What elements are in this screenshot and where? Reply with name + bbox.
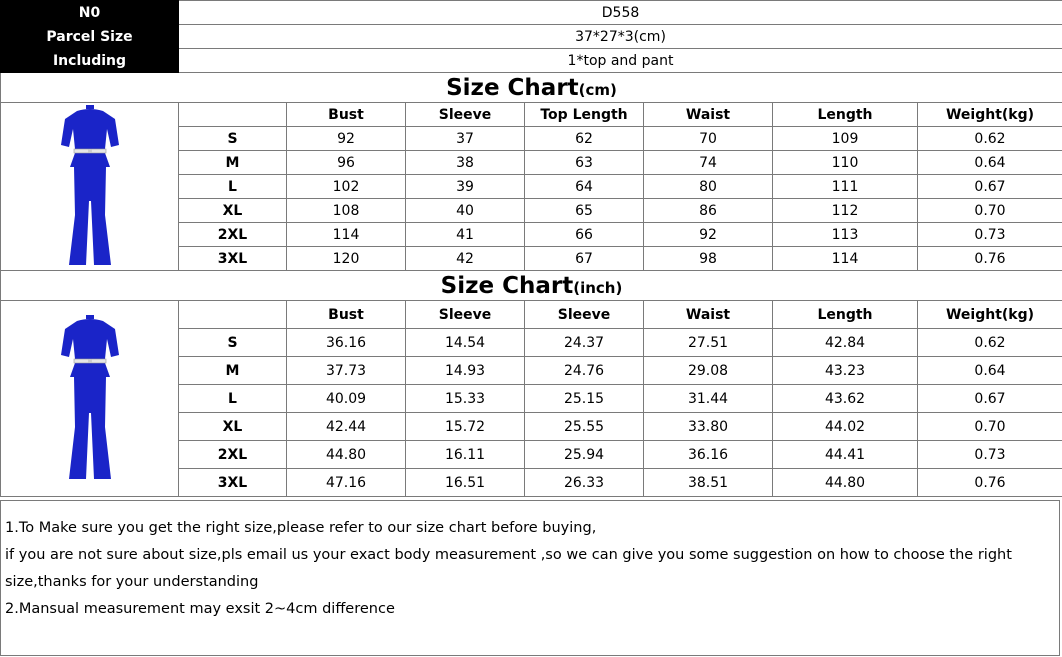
cm-header-bust: Bust: [287, 103, 406, 127]
inch-header-sleeve-2: Sleeve: [525, 301, 644, 329]
note-line-3: size,thanks for your understanding: [5, 574, 259, 590]
inch-cell: 42.84: [773, 329, 918, 357]
cm-cell: 92: [287, 127, 406, 151]
inch-cell: 15.33: [406, 385, 525, 413]
inch-cell: 15.72: [406, 413, 525, 441]
cm-cell: 0.64: [918, 151, 1062, 175]
inch-cell: 26.33: [525, 469, 644, 497]
cm-cell: 113: [773, 223, 918, 247]
cm-header-waist: Waist: [644, 103, 773, 127]
cm-cell: 92: [644, 223, 773, 247]
inch-cell: 43.62: [773, 385, 918, 413]
cm-size-label: S: [179, 127, 287, 151]
inch-size-label: M: [179, 357, 287, 385]
cm-cell: 0.62: [918, 127, 1062, 151]
info-value-no: D558: [179, 1, 1062, 25]
cm-header-length: Length: [773, 103, 918, 127]
cm-cell: 111: [773, 175, 918, 199]
cm-chart-unit: (cm): [578, 80, 617, 99]
cm-cell: 80: [644, 175, 773, 199]
inch-cell: 14.93: [406, 357, 525, 385]
cm-cell: 64: [525, 175, 644, 199]
inch-header-weight: Weight(kg): [918, 301, 1062, 329]
inch-cell: 25.55: [525, 413, 644, 441]
info-label-no: N0: [1, 1, 179, 25]
cm-cell: 41: [406, 223, 525, 247]
cm-chart-title: [1, 73, 1062, 103]
inch-cell: 25.94: [525, 441, 644, 469]
inch-cell: 0.64: [918, 357, 1062, 385]
inch-cell: 14.54: [406, 329, 525, 357]
cm-cell: 109: [773, 127, 918, 151]
inch-header-bust: Bust: [287, 301, 406, 329]
inch-cell: 25.15: [525, 385, 644, 413]
cm-cell: 39: [406, 175, 525, 199]
cm-cell: 66: [525, 223, 644, 247]
cm-size-label: M: [179, 151, 287, 175]
cm-cell: 37: [406, 127, 525, 151]
inch-cell: 44.80: [773, 469, 918, 497]
inch-header-size: [179, 301, 287, 329]
product-image-inch: [1, 301, 179, 497]
inch-chart-title-text: Size Chart: [440, 272, 574, 299]
cm-cell: 114: [773, 247, 918, 271]
inch-cell: 40.09: [287, 385, 406, 413]
cm-size-label: 3XL: [179, 247, 287, 271]
inch-header-waist: Waist: [644, 301, 773, 329]
cm-header-sleeve: Sleeve: [406, 103, 525, 127]
inch-cell: 27.51: [644, 329, 773, 357]
inch-size-chart: [1, 271, 1062, 497]
cm-cell: 62: [525, 127, 644, 151]
cm-cell: 0.67: [918, 175, 1062, 199]
cm-size-chart: [1, 73, 1062, 271]
inch-size-label: S: [179, 329, 287, 357]
inch-chart-title: [1, 271, 1062, 301]
inch-cell: 43.23: [773, 357, 918, 385]
inch-size-label: 2XL: [179, 441, 287, 469]
inch-cell: 24.37: [525, 329, 644, 357]
inch-cell: 0.70: [918, 413, 1062, 441]
product-image-cm: [1, 103, 179, 271]
cm-cell: 86: [644, 199, 773, 223]
cm-cell: 120: [287, 247, 406, 271]
inch-size-label: XL: [179, 413, 287, 441]
inch-cell: 44.02: [773, 413, 918, 441]
cm-chart-title-text: Size Chart: [446, 74, 579, 101]
info-value-including: 1*top and pant: [179, 49, 1062, 73]
inch-header-sleeve: Sleeve: [406, 301, 525, 329]
inch-cell: 42.44: [287, 413, 406, 441]
cm-size-label: XL: [179, 199, 287, 223]
inch-size-label: 3XL: [179, 469, 287, 497]
inch-header-length: Length: [773, 301, 918, 329]
cm-cell: 0.70: [918, 199, 1062, 223]
cm-cell: 112: [773, 199, 918, 223]
cm-size-label: L: [179, 175, 287, 199]
info-label-parcel-size: Parcel Size: [1, 25, 179, 49]
inch-cell: 16.51: [406, 469, 525, 497]
cm-cell: 38: [406, 151, 525, 175]
jumpsuit-figure-icon: [55, 105, 125, 269]
cm-cell: 102: [287, 175, 406, 199]
inch-cell: 36.16: [287, 329, 406, 357]
inch-cell: 0.67: [918, 385, 1062, 413]
inch-cell: 29.08: [644, 357, 773, 385]
cm-cell: 42: [406, 247, 525, 271]
note-line-1: 1.To Make sure you get the right size,please refer to our size chart before buying,: [5, 520, 597, 536]
inch-cell: 47.16: [287, 469, 406, 497]
cm-cell: 0.73: [918, 223, 1062, 247]
inch-cell: 31.44: [644, 385, 773, 413]
cm-cell: 0.76: [918, 247, 1062, 271]
jumpsuit-figure-icon: [55, 315, 125, 483]
notes-box: [0, 500, 1060, 656]
cm-header-size: [179, 103, 287, 127]
cm-cell: 40: [406, 199, 525, 223]
cm-cell: 70: [644, 127, 773, 151]
inch-cell: 36.16: [644, 441, 773, 469]
note-line-4: 2.Mansual measurement may exsit 2~4cm difference: [5, 601, 395, 617]
cm-cell: 74: [644, 151, 773, 175]
cm-cell: 108: [287, 199, 406, 223]
inch-cell: 44.80: [287, 441, 406, 469]
inch-cell: 0.62: [918, 329, 1062, 357]
inch-cell: 0.76: [918, 469, 1062, 497]
inch-chart-unit: (inch): [573, 278, 623, 297]
inch-size-label: L: [179, 385, 287, 413]
inch-cell: 24.76: [525, 357, 644, 385]
inch-cell: 33.80: [644, 413, 773, 441]
info-value-parcel-size: 37*27*3(cm): [179, 25, 1062, 49]
cm-cell: 67: [525, 247, 644, 271]
cm-cell: 65: [525, 199, 644, 223]
cm-header-weight: Weight(kg): [918, 103, 1062, 127]
cm-cell: 98: [644, 247, 773, 271]
cm-cell: 110: [773, 151, 918, 175]
cm-size-label: 2XL: [179, 223, 287, 247]
inch-cell: 38.51: [644, 469, 773, 497]
note-line-2: if you are not sure about size,pls email us your exact body measurement ,so we can give you some suggestion on how to choose the right: [5, 547, 1012, 563]
cm-cell: 63: [525, 151, 644, 175]
inch-cell: 37.73: [287, 357, 406, 385]
cm-cell: 114: [287, 223, 406, 247]
info-label-including: Including: [1, 49, 179, 73]
inch-cell: 44.41: [773, 441, 918, 469]
cm-header-top-length: Top Length: [525, 103, 644, 127]
product-info: [1, 1, 1062, 73]
cm-cell: 96: [287, 151, 406, 175]
inch-cell: 16.11: [406, 441, 525, 469]
inch-cell: 0.73: [918, 441, 1062, 469]
